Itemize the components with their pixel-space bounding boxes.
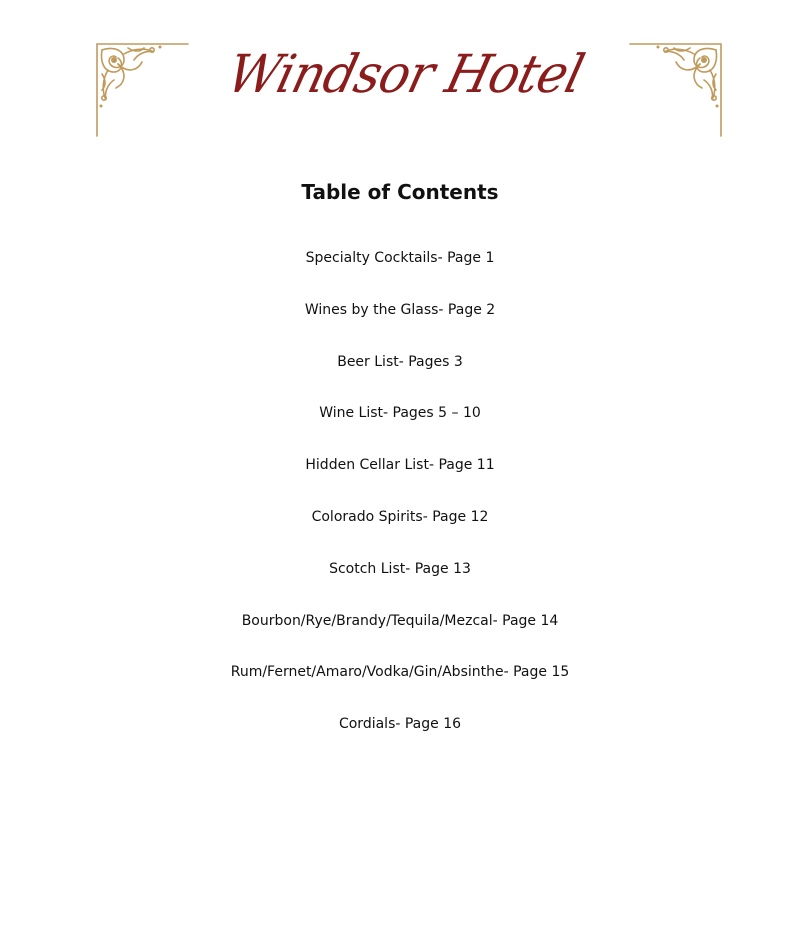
filigree-corner-icon [628,40,724,138]
toc-entry: Colorado Spirits- Page 12 [311,508,489,525]
toc-entry: Wines by the Glass- Page 2 [304,301,496,318]
toc-entry: Cordials- Page 16 [338,716,462,733]
toc-entry: Scotch List- Page 13 [329,560,471,577]
toc-entry: Specialty Cocktails- Page 1 [305,250,495,266]
toc-entry: Beer List- Pages 3 [337,353,463,370]
hotel-logo [221,40,589,108]
toc-list [0,246,800,764]
filigree-corner-icon [94,40,190,138]
hotel-logo-text: Windsor Hotel [221,43,589,105]
page-title: Table of Contents [301,180,499,204]
toc-entry: Wine List- Pages 5 – 10 [319,405,481,422]
toc-entry: Bourbon/Rye/Brandy/Tequila/Mezcal- Page 14 [241,612,559,629]
toc-entry: Hidden Cellar List- Page 11 [305,457,495,474]
toc-entry: Rum/Fernet/Amaro/Vodka/Gin/Absinthe- Page 15 [230,664,570,681]
